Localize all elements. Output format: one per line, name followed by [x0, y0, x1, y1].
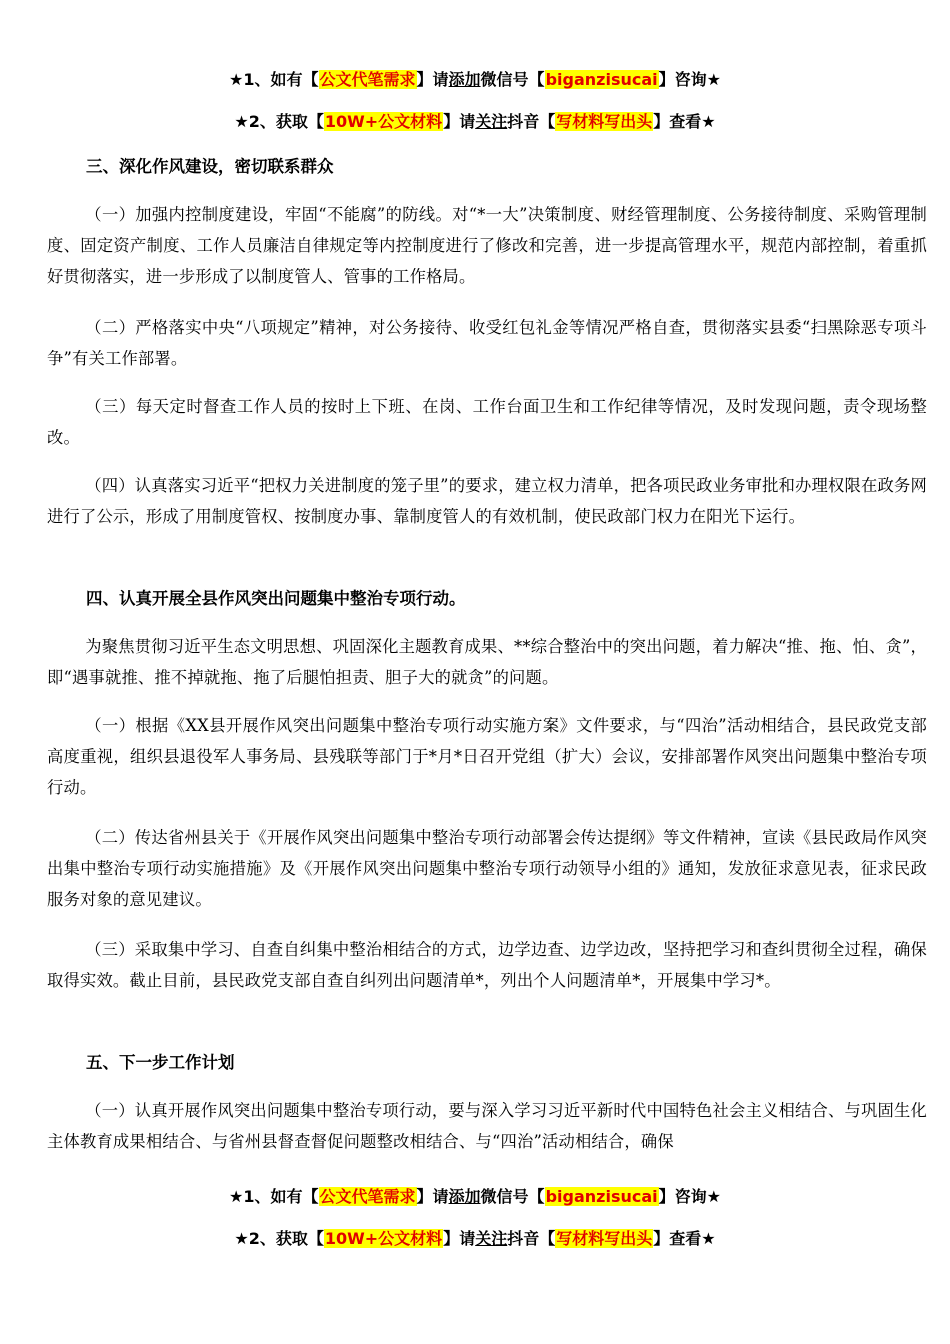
banner-text: 】请: [416, 70, 449, 89]
banner-underlined: 关注: [475, 112, 508, 131]
body-paragraph: （一）根据《XX县开展作风突出问题集中整治专项行动实施方案》文件要求，与“四治”活动相结合，县民政党支部高度重视，组织县退役军人事务局、县残联等部门于*月*日召开党组（扩大）会议，安排部署作风突出问题集中整治专项行动。: [47, 716, 927, 797]
banner-text: 】咨询★: [658, 70, 721, 89]
banner-highlight: 10W+公文材料: [324, 112, 443, 131]
body-paragraph: （四）认真落实习近平“把权力关进制度的笼子里”的要求，建立权力清单，把各项民政业务审批和办理权限在政务网进行了公示，形成了用制度管权、按制度办事、靠制度管人的有效机制，使民政部门权力在阳光下运行。: [47, 476, 927, 526]
section-heading: 三、深化作风建设，密切联系群众: [86, 157, 334, 176]
body-paragraph: （三）每天定时督查工作人员的按时上下班、在岗、工作台面卫生和工作纪律等情况，及时发现问题，责令现场整改。: [47, 397, 927, 447]
promo-banner-line-2-footer: [0, 1228, 950, 1250]
banner-text: 抖音【: [507, 1229, 556, 1248]
promo-banner-line-1: [0, 69, 950, 91]
banner-highlight: 公文代笔需求: [319, 70, 416, 89]
banner-text: ★2、获取【: [234, 1229, 324, 1248]
banner-text: 】请: [416, 1187, 449, 1206]
banner-text: 】查看★: [653, 112, 716, 131]
promo-banner-line-2: [0, 111, 950, 133]
banner-text: ★2、获取【: [234, 112, 324, 131]
body-paragraph: （二）严格落实中央“八项规定”精神，对公务接待、收受红包礼金等情况严格自查，贯彻落实县委“扫黑除恶专项斗争”有关工作部署。: [47, 318, 927, 368]
banner-text: ★1、如有【: [229, 1187, 319, 1206]
promo-banner-line-1-footer: [0, 1186, 950, 1208]
banner-text: ★1、如有【: [229, 70, 319, 89]
body-paragraph: （二）传达省州县关于《开展作风突出问题集中整治专项行动部署会传达提纲》等文件精神，宣读《县民政局作风突出集中整治专项行动实施措施》及《开展作风突出问题集中整治专项行动领导小组的》通知，发放征求意见表，征求民政服务对象的意见建议。: [47, 828, 927, 909]
banner-text: 抖音【: [507, 112, 556, 131]
body-paragraph: （一）认真开展作风突出问题集中整治专项行动，要与深入学习习近平新时代中国特色社会主义相结合、与巩固生化主体教育成果相结合、与省州县督查督促问题整改相结合、与“四治”活动相结合，确保: [47, 1101, 927, 1151]
banner-highlight: 公文代笔需求: [319, 1187, 416, 1206]
banner-underlined: 添加: [448, 70, 481, 89]
banner-underlined: 添加: [448, 1187, 481, 1206]
banner-text: 】查看★: [653, 1229, 716, 1248]
banner-text: 微信号【: [480, 70, 545, 89]
banner-highlight: 写材料写出头: [556, 112, 653, 131]
section-heading: 五、下一步工作计划: [86, 1053, 235, 1072]
body-paragraph: 为聚焦贯彻习近平生态文明思想、巩固深化主题教育成果、**综合整治中的突出问题，着力解决“推、拖、怕、贪”，即“遇事就推、推不掉就拖、拖了后腿怕担责、胆子大的就贪”的问题。: [47, 637, 927, 687]
banner-text: 】请: [443, 112, 476, 131]
body-paragraph: （三）采取集中学习、自查自纠集中整治相结合的方式，边学边查、边学边改，坚持把学习和查纠贯彻全过程，确保取得实效。截止目前，县民政党支部自查自纠列出问题清单*，列出个人问题清单*，开展集中学习*。: [47, 940, 927, 990]
banner-highlight: 10W+公文材料: [324, 1229, 443, 1248]
banner-highlight: biganzisucai: [545, 70, 658, 89]
body-paragraph: （一）加强内控制度建设，牢固“不能腐”的防线。对“*一大”决策制度、财经管理制度、公务接待制度、采购管理制度、固定资产制度、工作人员廉洁自律规定等内控制度进行了修改和完善，进一步提高管理水平，规范内部控制，着重抓好贯彻落实，进一步形成了以制度管人、管事的工作格局。: [47, 205, 927, 286]
banner-text: 微信号【: [480, 1187, 545, 1206]
banner-text: 】请: [443, 1229, 476, 1248]
section-heading: 四、认真开展全县作风突出问题集中整治专项行动。: [86, 589, 466, 608]
banner-highlight: 写材料写出头: [556, 1229, 653, 1248]
banner-text: 】咨询★: [658, 1187, 721, 1206]
banner-underlined: 关注: [475, 1229, 508, 1248]
banner-highlight: biganzisucai: [545, 1187, 658, 1206]
